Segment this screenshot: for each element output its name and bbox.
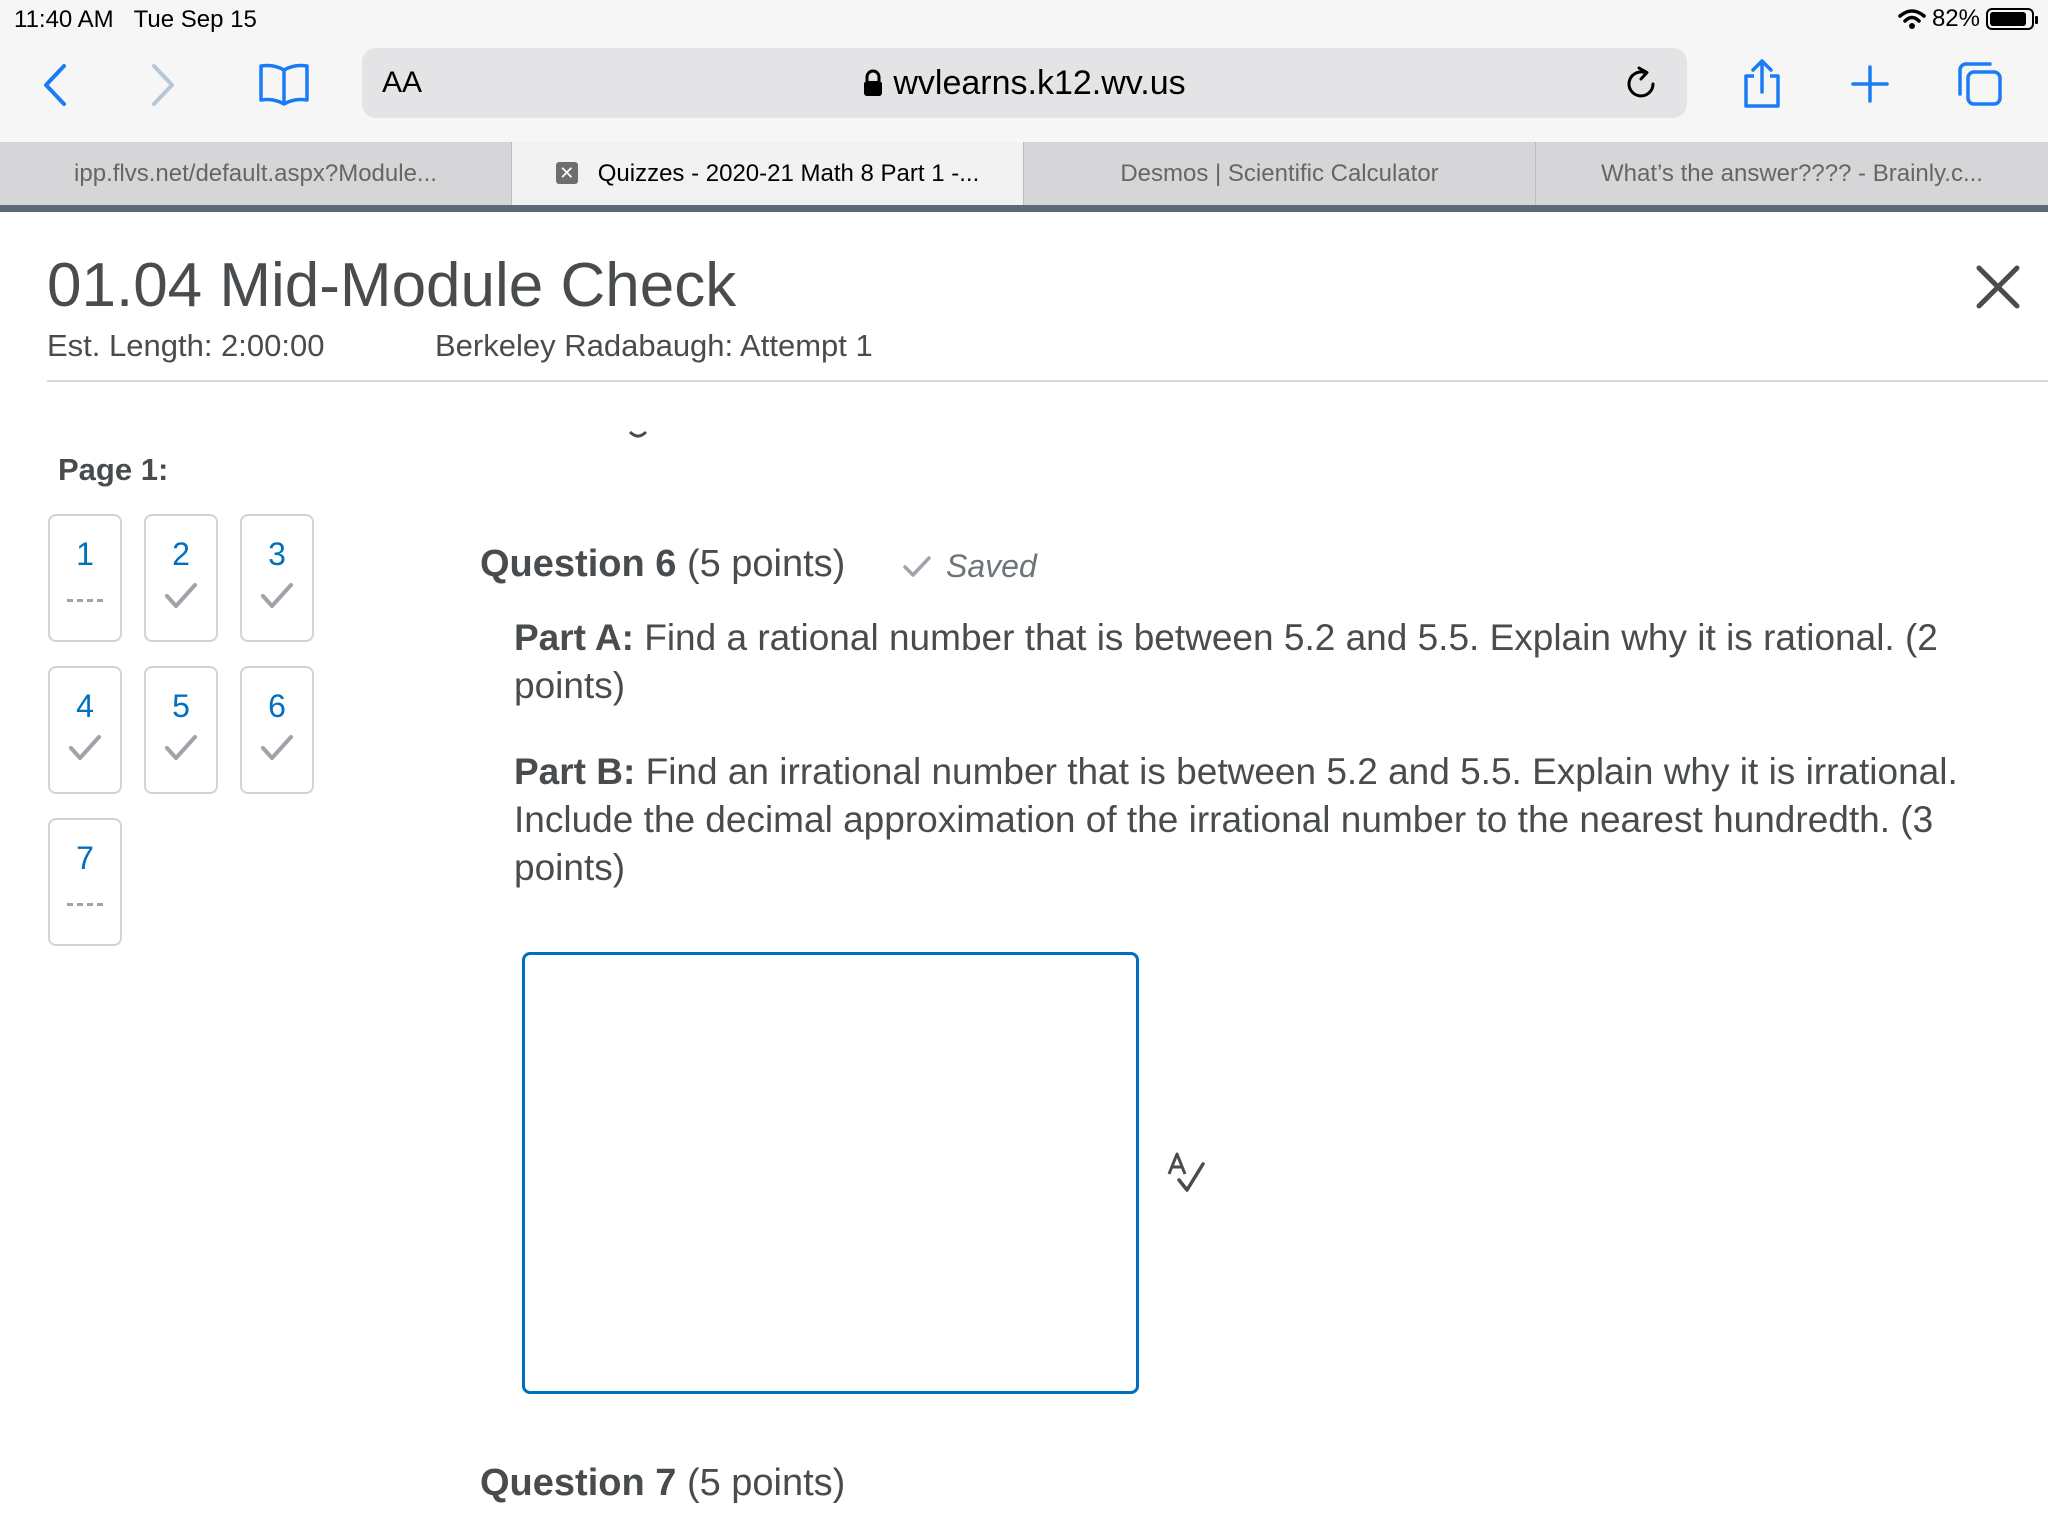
tab-brainly[interactable]	[1536, 142, 2048, 205]
checkmark-icon	[50, 733, 120, 773]
tab-label: What’s the answer???? - Brainly.c...	[1601, 160, 1983, 187]
part-a-prompt	[514, 614, 1994, 710]
reload-icon[interactable]	[1625, 66, 1659, 102]
tabs-overview-icon[interactable]	[1956, 60, 2004, 108]
question-6-heading	[480, 543, 845, 586]
share-icon[interactable]	[1740, 58, 1784, 110]
question-nav-6[interactable]	[240, 666, 314, 794]
answer-textarea[interactable]	[522, 952, 1139, 1394]
question-nav-3[interactable]	[240, 514, 314, 642]
status-time: 11:40 AM	[14, 6, 114, 33]
wifi-icon	[1898, 8, 1926, 30]
lock-icon	[863, 69, 883, 97]
status-date: Tue Sep 15	[133, 6, 257, 33]
attempt-info: Berkeley Radabaugh: Attempt 1	[435, 328, 873, 363]
part-a-text: Find a rational number that is between 5.2 and 5.5. Explain why it is rational. (2 points)	[514, 617, 1938, 706]
checkmark-icon	[242, 581, 312, 621]
question-7-label: Question 7	[480, 1462, 677, 1504]
question-nav-2[interactable]	[144, 514, 218, 642]
header-divider	[47, 380, 2048, 382]
part-b-label: Part B:	[514, 751, 636, 792]
checkmark-icon	[242, 733, 312, 773]
question-7-points: (5 points)	[686, 1462, 846, 1504]
question-nav-number: 4	[76, 688, 94, 724]
tab-label: Desmos | Scientific Calculator	[1120, 160, 1439, 187]
part-b-prompt	[514, 748, 1994, 892]
saved-checkmark-icon	[902, 554, 932, 580]
estimated-length: Est. Length: 2:00:00	[47, 328, 325, 363]
checkmark-icon	[146, 733, 216, 773]
question-nav-4[interactable]	[48, 666, 122, 794]
close-quiz-icon[interactable]	[1973, 262, 2023, 312]
question-7-heading	[480, 1462, 845, 1505]
question-nav-1[interactable]	[48, 514, 122, 642]
tab-bar	[0, 142, 2048, 212]
text-size-button[interactable]: AA	[382, 66, 423, 99]
spellcheck-icon[interactable]	[1165, 1150, 1207, 1194]
new-tab-plus-icon[interactable]	[1850, 64, 1890, 104]
tab-quizzes[interactable]	[512, 142, 1024, 205]
question-nav-5[interactable]	[144, 666, 218, 794]
page-label: Page 1:	[58, 452, 169, 487]
status-time-date	[14, 6, 257, 34]
clipped-text-fragment	[628, 430, 648, 442]
part-a-label: Part A:	[514, 617, 634, 658]
question-nav-number: 5	[172, 688, 190, 724]
question-nav-number: 6	[268, 688, 286, 724]
status-right	[1898, 5, 2034, 33]
url-display[interactable]	[362, 64, 1687, 103]
unanswered-dash-icon	[50, 885, 120, 925]
question-nav-number: 1	[76, 536, 94, 572]
status-bar	[0, 0, 2048, 40]
forward-arrow-icon[interactable]	[148, 62, 178, 108]
part-b-text: Find an irrational number that is between 5.2 and 5.5. Explain why it is irrational. Include the decimal approximation of the irrational number to the nearest hundredth. (3 points)	[514, 751, 1958, 888]
page-title: 01.04 Mid-Module Check	[47, 251, 737, 320]
address-bar[interactable]	[362, 48, 1687, 118]
bookmarks-book-icon[interactable]	[258, 62, 310, 106]
checkmark-icon	[146, 581, 216, 621]
unanswered-dash-icon	[50, 581, 120, 621]
question-6-points: (5 points)	[686, 543, 846, 585]
question-nav-number: 2	[172, 536, 190, 572]
question-nav-number: 3	[268, 536, 286, 572]
battery-percent: 82%	[1931, 5, 1980, 32]
question-6-label: Question 6	[480, 543, 677, 585]
battery-icon	[1986, 8, 2034, 30]
url-text: wvlearns.k12.wv.us	[893, 64, 1186, 102]
tab-flvs[interactable]	[0, 142, 512, 205]
saved-text: Saved	[946, 548, 1037, 584]
tab-desmos[interactable]	[1024, 142, 1536, 205]
question-nav-number: 7	[76, 840, 94, 876]
saved-status	[902, 548, 1037, 585]
back-arrow-icon[interactable]	[40, 62, 70, 108]
close-tab-icon[interactable]: ✕	[556, 162, 578, 184]
tab-label: Quizzes - 2020-21 Math 8 Part 1 -...	[597, 160, 980, 187]
question-nav-7[interactable]	[48, 818, 122, 946]
tab-label: ipp.flvs.net/default.aspx?Module...	[74, 160, 437, 187]
